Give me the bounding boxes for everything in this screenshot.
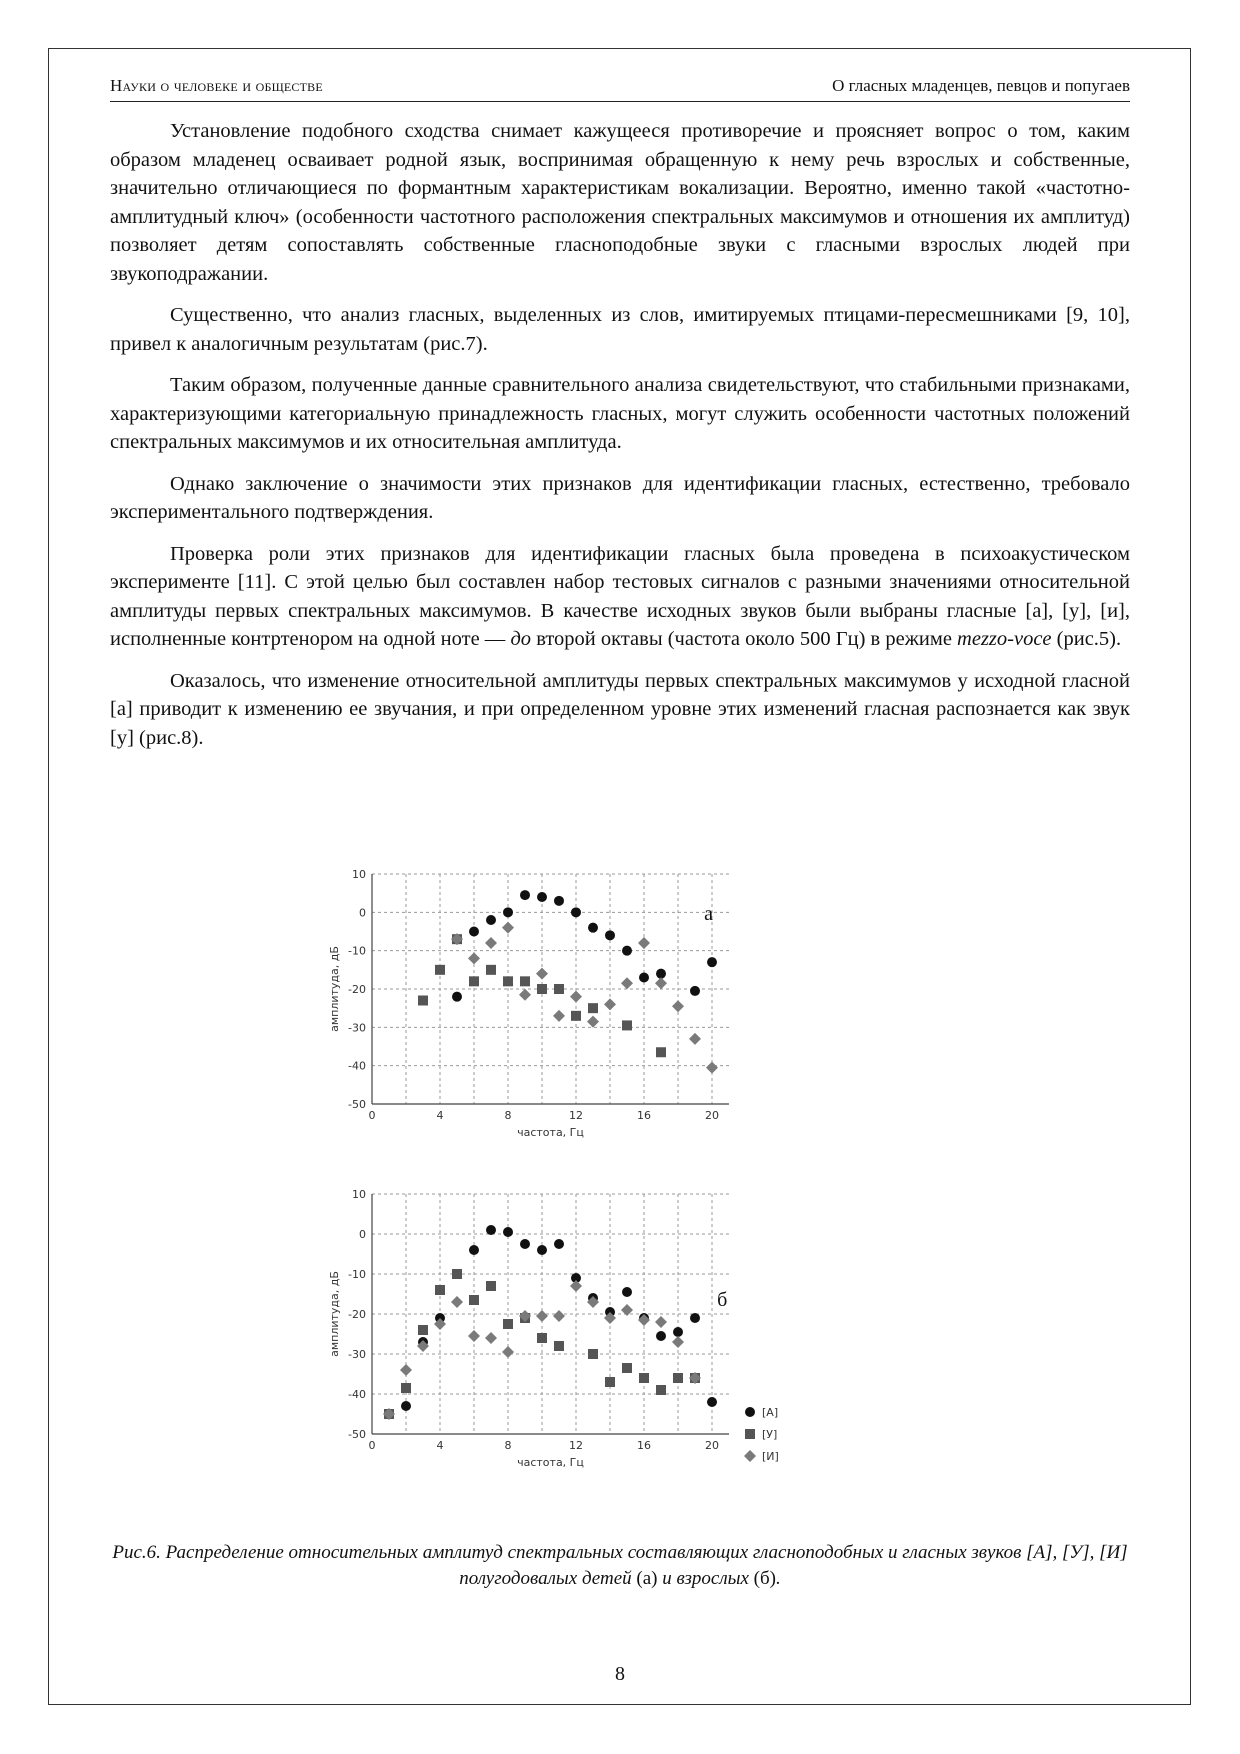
- data-point: [537, 1245, 547, 1255]
- legend-marker: [744, 1450, 756, 1462]
- data-point: [502, 1346, 514, 1358]
- legend-label: [И]: [762, 1450, 779, 1463]
- data-point: [401, 1401, 411, 1411]
- data-point: [570, 1280, 582, 1292]
- data-point: [605, 930, 615, 940]
- data-point: [503, 1227, 513, 1237]
- data-point: [469, 976, 479, 986]
- data-point: [418, 1325, 428, 1335]
- data-point: [536, 1310, 548, 1322]
- data-point: [655, 1316, 667, 1328]
- data-point: [673, 1373, 683, 1383]
- y-tick-label: 10: [352, 868, 366, 881]
- data-point: [553, 1010, 565, 1022]
- paragraph-italic: до: [510, 628, 532, 650]
- data-point: [537, 892, 547, 902]
- data-point: [587, 1016, 599, 1028]
- data-point: [502, 922, 514, 934]
- paragraph-text: второй октавы (частота около 500 Гц) в режиме: [531, 628, 958, 650]
- data-point: [553, 1310, 565, 1322]
- data-point: [706, 1062, 718, 1074]
- data-point: [554, 1341, 564, 1351]
- y-tick-label: 10: [352, 1188, 366, 1201]
- data-point: [468, 952, 480, 964]
- paragraph-italic: mezzo-voce: [957, 628, 1052, 650]
- data-point: [503, 976, 513, 986]
- y-tick-label: -50: [348, 1428, 366, 1441]
- paragraph-text: (рис.5).: [1051, 628, 1122, 650]
- data-point: [672, 1336, 684, 1348]
- caption-text: Рис.6. Распределение относительных амплитуд спектральных составляющих гласноподобных и гласных звуков [А], [У], [И] полугодовалых детей: [112, 1542, 1128, 1589]
- data-point: [588, 1349, 598, 1359]
- data-point: [622, 1363, 632, 1373]
- y-axis-label: амплитуда, дБ: [328, 1271, 341, 1357]
- legend-label: [А]: [762, 1406, 779, 1419]
- data-point: [468, 1330, 480, 1342]
- data-point: [655, 977, 667, 989]
- data-point: [503, 907, 513, 917]
- header-article-title: О гласных младенцев, певцов и попугаев: [832, 76, 1130, 95]
- legend-label: [У]: [762, 1428, 778, 1441]
- y-tick-label: -30: [348, 1021, 366, 1035]
- data-point: [604, 998, 616, 1010]
- paragraph-text: Проверка роли этих признаков для идентификации гласных была проведена в психоакустическом эксперименте [11]. С этой целью был составлен набор тестовых сигналов с разными значениями относительной амплитуды первых спектральных максимумов. В качестве исходных звуков были выбраны гласные [а], [у], [и], исполненные контртенором на одной ноте —: [110, 542, 1130, 650]
- x-tick-label: 20: [705, 1109, 719, 1122]
- data-point: [571, 1011, 581, 1021]
- legend-marker: [745, 1429, 755, 1439]
- data-point: [486, 965, 496, 975]
- data-point: [536, 968, 548, 980]
- data-point: [418, 996, 428, 1006]
- x-axis-label: частота, Гц: [517, 1456, 584, 1469]
- y-tick-label: -10: [348, 944, 366, 958]
- data-point: [486, 915, 496, 925]
- data-point: [571, 907, 581, 917]
- data-point: [520, 1239, 530, 1249]
- caption-label-b: (б): [753, 1568, 776, 1589]
- data-point: [400, 1364, 412, 1376]
- data-point: [469, 927, 479, 937]
- data-point: [485, 1332, 497, 1344]
- x-tick-label: 20: [705, 1439, 719, 1452]
- x-tick-label: 8: [504, 1439, 512, 1452]
- data-point: [622, 1020, 632, 1030]
- data-point: [588, 1003, 598, 1013]
- data-point: [656, 969, 666, 979]
- x-axis-label: частота, Гц: [517, 1126, 584, 1139]
- figure-caption: [110, 1540, 1130, 1592]
- data-point: [435, 965, 445, 975]
- x-tick-label: 0: [368, 1109, 376, 1122]
- data-point: [435, 1285, 445, 1295]
- data-point: [401, 1383, 411, 1393]
- data-point: [656, 1047, 666, 1057]
- data-point: [656, 1331, 666, 1341]
- data-point: [673, 1327, 683, 1337]
- data-point: [622, 946, 632, 956]
- data-point: [537, 1333, 547, 1343]
- data-point: [689, 1033, 701, 1045]
- x-tick-label: 4: [436, 1109, 444, 1122]
- data-point: [639, 1373, 649, 1383]
- y-tick-label: 0: [359, 1228, 366, 1241]
- data-point: [707, 957, 717, 967]
- x-tick-label: 8: [504, 1109, 512, 1122]
- x-tick-label: 0: [368, 1439, 376, 1452]
- data-point: [519, 989, 531, 1001]
- x-tick-label: 12: [569, 1109, 583, 1122]
- paragraph: Оказалось, что изменение относительной амплитуды первых спектральных максимумов у исходной гласной [а] приводит к изменению ее звучания, и при определенном уровне этих изменений гласная распознается как звук [у] (рис.8).: [110, 669, 1130, 749]
- y-tick-label: -20: [348, 1308, 366, 1321]
- data-point: [707, 1397, 717, 1407]
- caption-text: и взрослых: [657, 1568, 754, 1589]
- header-section-title: Науки о человеке и обществе: [110, 76, 323, 95]
- data-point: [639, 973, 649, 983]
- data-point: [486, 1225, 496, 1235]
- scatter-charts: [330, 860, 940, 1520]
- data-point: [503, 1319, 513, 1329]
- paragraph-experiment: [110, 540, 1130, 654]
- data-point: [451, 1296, 463, 1308]
- data-point: [469, 1295, 479, 1305]
- figure-6: [330, 860, 940, 1520]
- data-point: [672, 1000, 684, 1012]
- data-point: [554, 1239, 564, 1249]
- y-tick-label: -10: [348, 1268, 366, 1281]
- data-point: [520, 976, 530, 986]
- caption-label-a: (а): [636, 1568, 658, 1589]
- x-tick-label: 12: [569, 1439, 583, 1452]
- y-tick-label: -40: [348, 1059, 366, 1073]
- data-point: [621, 977, 633, 989]
- data-point: [452, 1269, 462, 1279]
- y-axis-label: амплитуда, дБ: [328, 946, 341, 1032]
- data-point: [656, 1385, 666, 1395]
- data-point: [485, 937, 497, 949]
- page-number: 8: [615, 1663, 625, 1685]
- data-point: [638, 937, 650, 949]
- running-header: [110, 71, 1130, 102]
- data-point: [690, 1313, 700, 1323]
- y-tick-label: -20: [348, 983, 366, 996]
- panel-label: б: [717, 1289, 728, 1311]
- data-point: [486, 1281, 496, 1291]
- x-tick-label: 16: [637, 1109, 651, 1122]
- data-point: [469, 1245, 479, 1255]
- data-point: [554, 896, 564, 906]
- paragraph: Установление подобного сходства снимает кажущееся противоречие и проясняет вопрос о том, каким образом младенец осваивает родной язык, воспринимая обращенную к нему речь взрослых и собственные, значительно отличающиеся по формантным характеристикам вокализации. Вероятно, именно такой «частотно-амплитудный ключ» (особенности частотного расположения спектральных максимумов и отношения их амплитуд) позволяет детям сопоставлять собственные гласноподобные звуки с гласными взрослых людей при звукоподражании.: [110, 120, 1130, 285]
- data-point: [588, 923, 598, 933]
- panel-label: а: [704, 903, 714, 925]
- data-point: [605, 1377, 615, 1387]
- article-body: [110, 117, 1130, 765]
- legend-marker: [745, 1407, 755, 1417]
- data-point: [622, 1287, 632, 1297]
- y-tick-label: -50: [348, 1098, 366, 1111]
- caption-text: .: [776, 1568, 781, 1589]
- data-point: [554, 984, 564, 994]
- x-tick-label: 4: [436, 1439, 444, 1452]
- data-point: [452, 992, 462, 1002]
- y-tick-label: -40: [348, 1388, 366, 1401]
- paragraph: Таким образом, полученные данные сравнительного анализа свидетельствуют, что стабильными признаками, характеризующими категориальную принадлежность гласных, могут служить особенности частотных положений спектральных максимумов и их относительная амплитуда.: [110, 374, 1130, 453]
- y-tick-label: 0: [359, 906, 366, 920]
- y-tick-label: -30: [348, 1348, 366, 1361]
- data-point: [690, 986, 700, 996]
- paragraph: Однако заключение о значимости этих признаков для идентификации гласных, естественно, требовало экспериментального подтверждения.: [110, 472, 1130, 523]
- data-point: [570, 991, 582, 1003]
- paragraph: Существенно, что анализ гласных, выделенных из слов, имитируемых птицами-пересмешниками [9, 10], привел к аналогичным результатам (рис.7).: [110, 304, 1130, 355]
- data-point: [520, 890, 530, 900]
- data-point: [537, 984, 547, 994]
- x-tick-label: 16: [637, 1439, 651, 1452]
